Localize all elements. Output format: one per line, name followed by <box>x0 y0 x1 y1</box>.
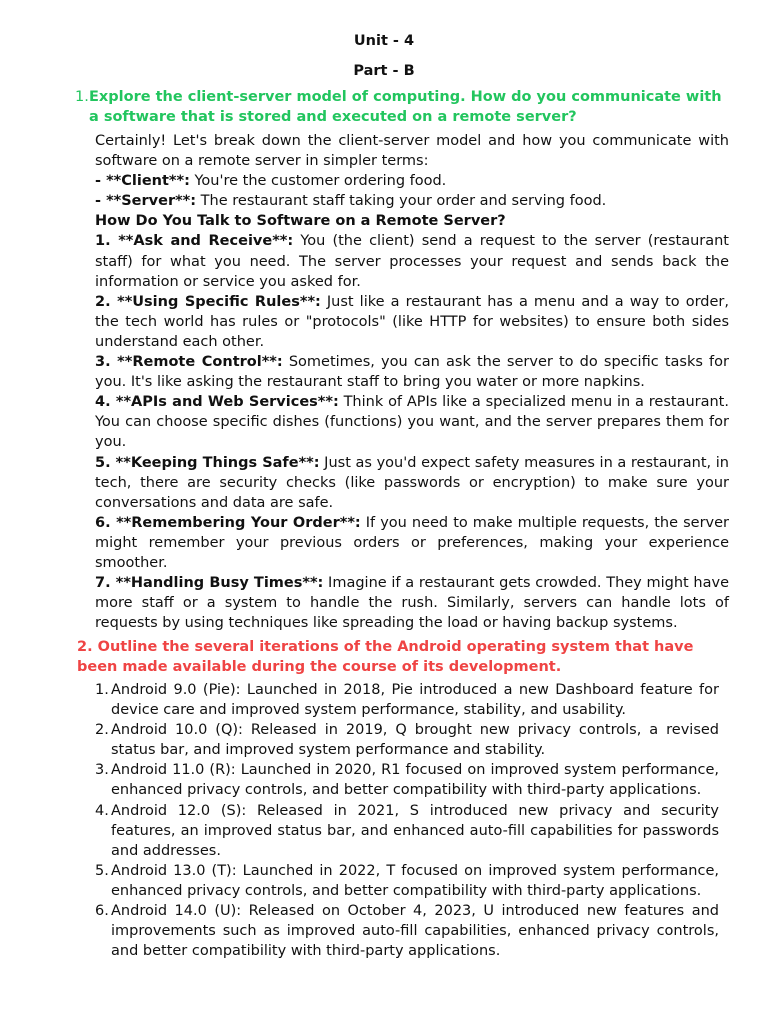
client-line <box>95 171 729 191</box>
point-text: You (the client) send a request to the server (restaurant staff) for what you need. The server processes your request and sends back the information or service you asked for. <box>95 233 729 290</box>
point-label: 3. **Remote Control**: <box>95 354 283 371</box>
list-item-number: 6. <box>95 903 109 920</box>
list-item-text: Android 10.0 (Q): Released in 2019, Q brought new privacy controls, a revised status bar, and improved system performance and stability. <box>111 722 719 759</box>
list-item-number: 5. <box>95 862 109 879</box>
answer-1 <box>95 131 729 633</box>
point-text: Think of APIs like a specialized menu in a restaurant. You can choose specific dishes (functions) you want, and the server prepares them for you. <box>95 394 729 451</box>
unit-title: Unit - 4 <box>353 33 415 49</box>
list-item-number: 2. <box>95 722 109 739</box>
point-text: Sometimes, you can ask the server to do specific tasks for you. It's like asking the restaurant staff to bring you water or more napkins. <box>95 354 729 391</box>
client-label: - **Client**: <box>95 173 190 190</box>
point-label: 1. **Ask and Receive**: <box>95 233 294 250</box>
point-label: 7. **Handling Busy Times**: <box>95 575 324 592</box>
point-6 <box>95 513 729 573</box>
list-item <box>95 720 719 760</box>
list-item-number: 1. <box>95 682 109 698</box>
point-text: If you need to make multiple requests, the server might remember your previous orders or preferences, making your experience smoother. <box>95 514 729 571</box>
subheading-text: How Do You Talk to Software on a Remote Server? <box>95 213 506 230</box>
question-1-number: 1. <box>75 89 89 105</box>
list-item-text: Android 11.0 (R): Launched in 2020, R1 focused on improved system performance, enhanced privacy controls, and better compatibility with third-party applications. <box>111 762 719 799</box>
point-7 <box>95 573 729 633</box>
point-label: 6. **Remembering Your Order**: <box>95 514 361 531</box>
list-item <box>95 901 719 961</box>
point-1 <box>95 231 729 291</box>
list-item <box>95 760 719 800</box>
point-4 <box>95 392 729 452</box>
answer-1-intro: Certainly! Let's break down the client-server model and how you communicate with software on a remote server in simpler terms: <box>95 133 729 170</box>
part-title: Part - B <box>353 63 415 79</box>
list-item-number: 4. <box>95 802 109 819</box>
point-label: 2. **Using Specific Rules**: <box>95 293 321 310</box>
point-text: Just like a restaurant has a menu and a way to order, the tech world has rules or "protocols" (like HTTP for websites) to ensure both sides understand each other. <box>95 293 730 350</box>
point-5 <box>95 453 729 513</box>
point-2 <box>95 292 729 352</box>
question-2: 2. Outline the several iterations of the Android operating system that have been made available during the course of its development. <box>77 639 694 675</box>
list-item-text: Android 12.0 (S): Released in 2021, S introduced new privacy and security features, an improved status bar, and enhanced auto-fill capabilities for passwords and addresses. <box>111 802 719 859</box>
answer-1-subheading <box>95 211 729 231</box>
list-item <box>95 861 719 901</box>
point-label: 4. **APIs and Web Services**: <box>95 394 339 411</box>
list-item <box>95 801 719 861</box>
list-item-text: Android 14.0 (U): Released on October 4, 2023, U introduced new features and improvements such as improved auto-fill capabilities, enhanced privacy controls, and better compatibility with third-party applications. <box>111 903 719 960</box>
android-versions-list <box>95 680 719 961</box>
client-text: You're the customer ordering food. <box>189 173 447 190</box>
list-item-number: 3. <box>95 762 109 779</box>
server-text: The restaurant staff taking your order and serving food. <box>196 193 607 210</box>
point-3 <box>95 352 729 392</box>
list-item-text: Android 13.0 (T): Launched in 2022, T focused on improved system performance, enhanced privacy controls, and better compatibility with third-party applications. <box>111 862 719 899</box>
point-text: Imagine if a restaurant gets crowded. They might have more staff or a system to handle the rush. Similarly, servers can handle lots of requests by using techniques like spreading the load or having backup systems. <box>95 575 729 632</box>
server-label: - **Server**: <box>95 193 197 210</box>
server-line <box>95 191 729 211</box>
question-1 <box>75 87 735 127</box>
list-item-text: Android 9.0 (Pie): Launched in 2018, Pie introduced a new Dashboard feature for device care and improved system performance, stability, and usability. <box>111 682 719 719</box>
point-label: 5. **Keeping Things Safe**: <box>95 454 320 471</box>
question-1-text: Explore the client-server model of computing. How do you communicate with a software that is stored and executed on a remote server? <box>89 89 722 125</box>
list-item <box>95 680 719 720</box>
point-text: Just as you'd expect safety measures in a restaurant, in tech, there are security checks (like passwords or encryption) to make sure your conversations and data are safe. <box>95 454 729 511</box>
